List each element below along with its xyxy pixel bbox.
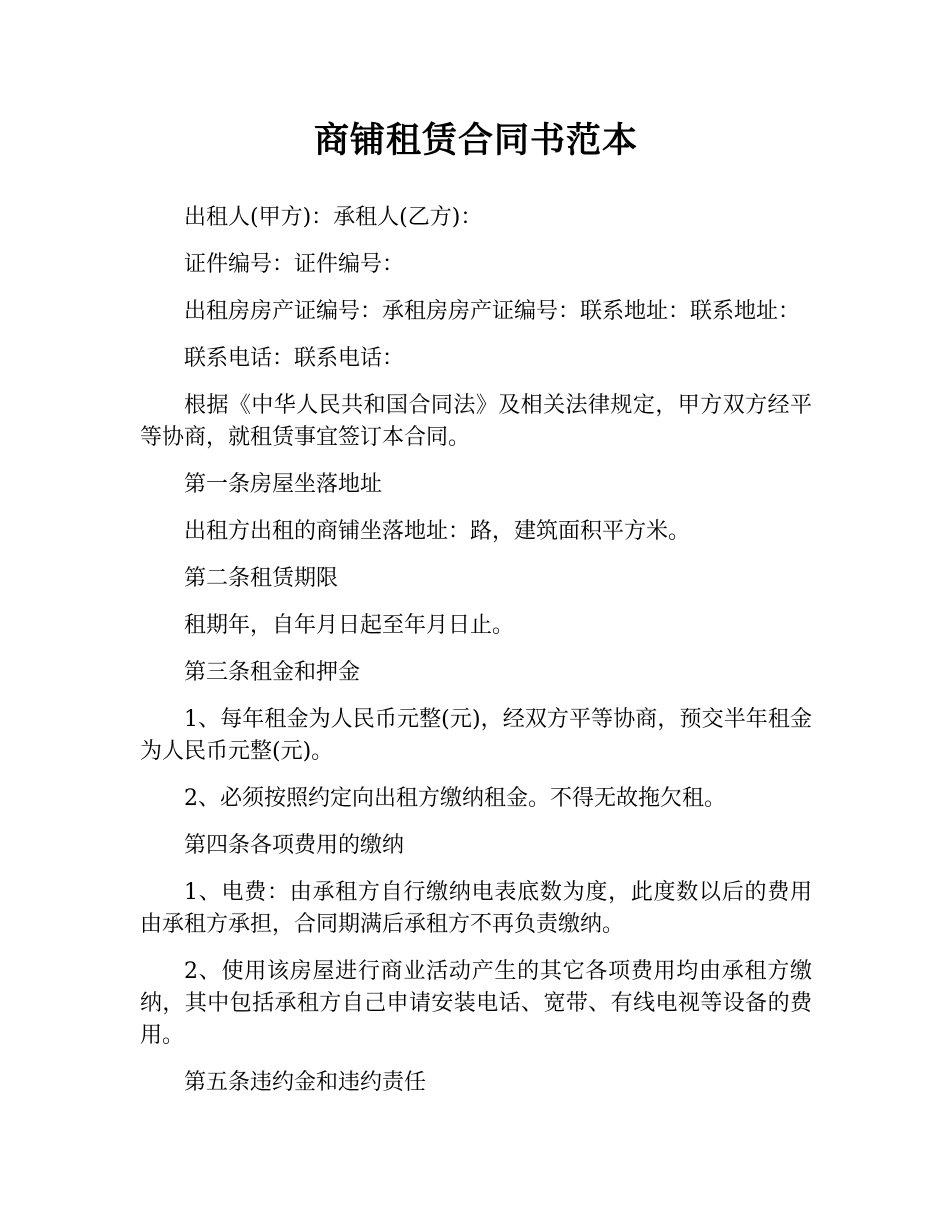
article-4-item-1: 1、电费：由承租方自行缴纳电表底数为度，此度数以后的费用由承租方承担，合同期满后承租方不再负责缴纳。 [140, 880, 812, 937]
article-2-content: 租期年，自年月日起至年月日止。 [184, 613, 515, 638]
article-1-content: 出租方出租的商铺坐落地址：路，建筑面积平方米。 [184, 519, 691, 544]
document-page [140, 0, 812, 1230]
paragraph-preamble: 根据《中华人民共和国合同法》及相关法律规定，甲方双方经平等协商，就租赁事宜签订本合同。 [140, 393, 812, 450]
paragraph-parties: 出租人(甲方)：承租人(乙方)： [184, 205, 483, 230]
article-3-item-2: 2、必须按照约定向出租方缴纳租金。不得无故拖欠租。 [184, 786, 726, 811]
article-1-heading: 第一条房屋坐落地址 [184, 472, 383, 497]
article-3-heading: 第三条租金和押金 [184, 660, 361, 685]
article-4-heading: 第四条各项费用的缴纳 [184, 833, 405, 858]
article-2-heading: 第二条租赁期限 [184, 566, 339, 591]
article-3-item-1: 1、每年租金为人民币元整(元)，经双方平等协商，预交半年租金为人民币元整(元)。 [140, 707, 812, 764]
document-title: 商铺租赁合同书范本 [313, 121, 638, 161]
article-4-item-2: 2、使用该房屋进行商业活动产生的其它各项费用均由承租方缴纳，其中包括承租方自己申请安装电话、宽带、有线电视等设备的费用。 [140, 959, 812, 1048]
paragraph-property-certificates: 出租房房产证编号：承租房房产证编号：联系地址：联系地址： [184, 299, 801, 324]
document-body [140, 202, 812, 1114]
paragraph-id-numbers: 证件编号：证件编号： [184, 252, 405, 277]
article-5-heading: 第五条违约金和违约责任 [184, 1070, 427, 1095]
paragraph-phone: 联系电话：联系电话： [184, 346, 405, 371]
